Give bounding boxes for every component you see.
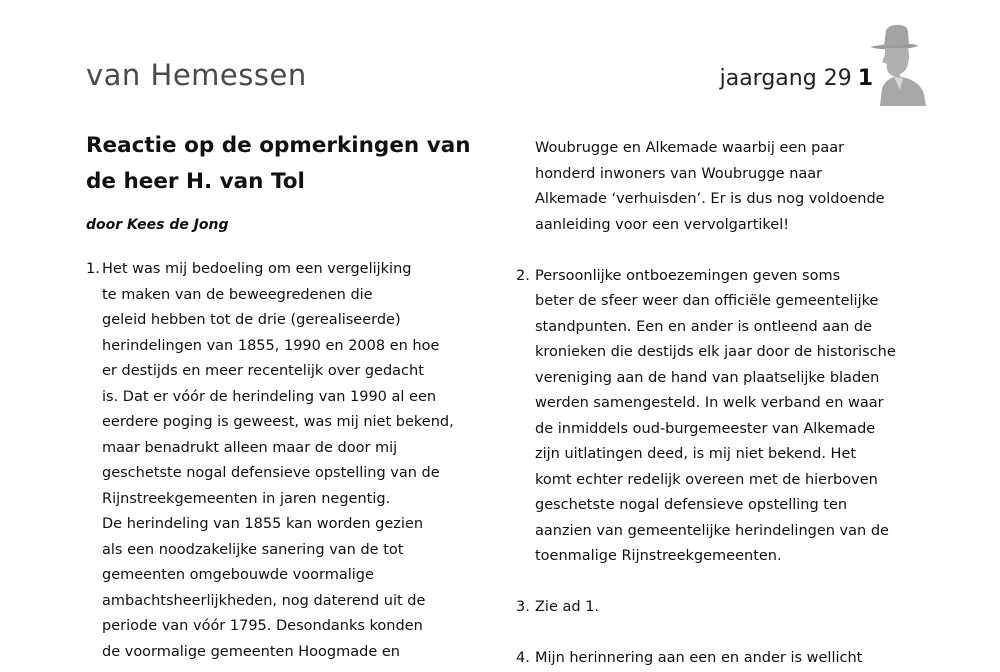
- text-line: als een noodzakelijke sanering van de tot: [102, 541, 404, 558]
- text-line: ambachtsheerlijkheden, nog daterend uit de: [102, 592, 426, 609]
- point-item: [516, 595, 936, 621]
- text-line: werden samengesteld. In welk verband en waar: [535, 395, 884, 411]
- text-line: toenmalige Rijnstreekgemeenten.: [535, 548, 782, 564]
- point-number: 1.: [86, 261, 100, 277]
- point-text: [532, 646, 936, 672]
- text-line: Rijnstreekgemeenten in jaren negentig.: [102, 490, 391, 507]
- text-line: geschetste nogal defensieve opstelling ten: [535, 497, 848, 513]
- text-line: de voormalige gemeenten Hoogmade en: [102, 643, 400, 660]
- text-line: maar benadrukt alleen maar de door mij: [102, 439, 398, 456]
- left-column: [86, 128, 486, 665]
- text-line: beter de sfeer weer dan officiële gemeentelijke: [535, 293, 879, 309]
- text-line: Persoonlijke ontboezemingen geven soms: [535, 267, 841, 284]
- text-line: de inmiddels oud-burgemeester van Alkemade: [535, 420, 876, 437]
- point-number: 2.: [516, 267, 530, 284]
- text-line: gemeenten omgebouwde voormalige: [102, 567, 374, 583]
- point-item: [516, 646, 936, 672]
- point-number: 3.: [516, 599, 530, 615]
- point-text: [532, 264, 936, 570]
- spacer: [516, 621, 936, 647]
- text-line: standpunten. Een en ander is ontleend aan de: [535, 318, 872, 335]
- text-line: geschetste nogal defensieve opstelling van de: [102, 465, 440, 481]
- text-line: periode van vóór 1795. Desondanks konden: [102, 618, 423, 634]
- point-list: [86, 257, 486, 665]
- text-line: komt echter redelijk overeen met de hierboven: [535, 471, 878, 488]
- text-line: honderd inwoners van Woubrugge naar: [535, 165, 823, 182]
- text-line: is. Dat er vóór de herindeling van 1990 al een: [102, 388, 437, 405]
- journal-title: van Hemessen: [86, 58, 307, 92]
- page-number: 1: [857, 66, 873, 91]
- text-line: te maken van de beweegredenen die: [102, 286, 373, 303]
- title-line: de heer H. van Tol: [86, 169, 305, 194]
- text-line: eerdere poging is geweest, was mij niet bekend,: [102, 414, 454, 430]
- spacer: [516, 238, 936, 264]
- text-line: Mijn herinnering aan een en ander is wellicht: [535, 650, 863, 666]
- point-number: 4.: [516, 650, 530, 666]
- volume-label: jaargang 29: [719, 66, 852, 91]
- article-byline: door Kees de Jong: [86, 217, 229, 233]
- text-line: geleid hebben tot de drie (gerealiseerde): [102, 312, 401, 328]
- text-line: er destijds en meer recentelijk over gedacht: [102, 363, 424, 379]
- silhouette-man-hat-icon: [866, 20, 928, 106]
- text-line: vereniging aan de hand van plaatselijke bladen: [535, 369, 880, 386]
- text-line: Zie ad 1.: [535, 599, 600, 615]
- text-line: aanleiding voor een vervolgartikel!: [535, 216, 790, 233]
- text-line: kronieken die destijds elk jaar door de historische: [535, 344, 896, 360]
- title-line: Reactie op de opmerkingen van: [86, 133, 471, 158]
- text-line: Woubrugge en Alkemade waarbij een paar: [535, 140, 845, 156]
- continuation-paragraph: [516, 136, 936, 238]
- text-line: zijn uitlatingen deed, is mij niet bekend. Het: [535, 446, 857, 462]
- issue-info: [720, 66, 873, 91]
- text-line: De herindeling van 1855 kan worden gezien: [102, 516, 424, 532]
- spacer: [516, 570, 936, 596]
- article-title: [86, 128, 486, 200]
- text-line: Het was mij bedoeling om een vergelijking: [102, 261, 412, 277]
- text-line: aanzien van gemeentelijke herindelingen van de: [535, 522, 889, 539]
- text-line: herindelingen van 1855, 1990 en 2008 en hoe: [102, 337, 440, 354]
- right-column: [516, 136, 936, 672]
- text-line: Alkemade ‘verhuisden’. Er is dus nog voldoende: [535, 191, 885, 207]
- point-text: [532, 595, 936, 621]
- point-item: [516, 264, 936, 570]
- point-item: [86, 257, 486, 665]
